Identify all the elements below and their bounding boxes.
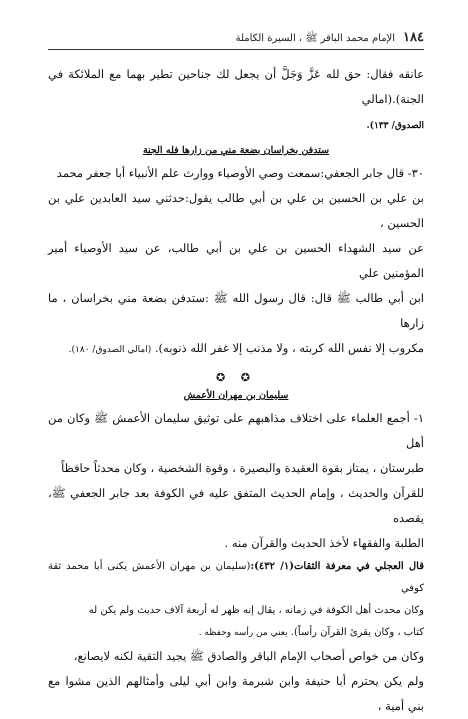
quote-line-1: (سليمان بن مهران الأعمش يكنى أبا محمد ثقة كوفي xyxy=(48,561,424,594)
running-title: الإمام محمد الباقر ﷺ ، السيرة الكاملة xyxy=(235,33,396,44)
section1-heading: ستدفن بخراسان بضعة مني من زارها فله الجنة xyxy=(142,145,330,156)
section1-line-4: ابن أبي طالب ﷺ قال: قال رسول الله ﷺ :ستدفن بضعة مني بخراسان ، ما زارها xyxy=(48,291,424,330)
section1-line-3: عن سيد الشهداء الحسين بن علي بن أبي طالب، عن سيد الأوصياء أمير المؤمنين علي xyxy=(48,241,424,280)
section2-heading: سليمان بن مهران الأعمش xyxy=(183,390,289,401)
section1-line-2: بن علي بن الحسين بن علي بن أبي طالب يقول:حدثني سيد العابدين علي بن الحسين ، xyxy=(48,191,424,230)
section2-p1-line-1: ١- أجمع العلماء على اختلاف مذاهبهم على توثيق سليمان الأعمش ﷺ وكان من أهل xyxy=(48,411,424,450)
section2-p1-line-3: للقرآن والحديث ، وإمام الحديث المتفق عليه في الكوفة بعد جابر الجعفي ﷺ، يقصده xyxy=(48,486,424,525)
section-divider-ornament: ✪ ✪ xyxy=(216,371,256,384)
section2-p1-line-4: الطلبة والفقهاء لأخذ الحديث والقرآن منه . xyxy=(224,536,424,550)
top-paragraph-source: الصدوق/ ١٣٣). xyxy=(366,121,424,131)
section1-line-1: ٣٠- قال جابر الجعفي:سمعت وصي الأوصياء ووارث علم الأنبياء أبا جعفر محمد xyxy=(56,166,424,180)
page-number: ١٨٤ xyxy=(403,30,424,45)
top-paragraph-text: عانقه فقال: حق لله عَزَّ وَجَلَّ أن يجعل لك جناحين تطير بهما مع الملائكة في الجنة).(امالي xyxy=(48,67,424,106)
section2-p2-line-1: وكان من خواص أصحاب الإمام الباقر والصادق ﷺ يجيد التقية لكنه لايصانع، xyxy=(73,649,424,663)
section2-paragraph-1 xyxy=(48,406,424,556)
quote-line-3: كتاب ، وكان يقرئ القرآن رأساً). xyxy=(287,627,424,638)
top-paragraph xyxy=(48,62,424,139)
quote-label: قال العجلي في معرفة الثقات(١/ ٤٣٢): xyxy=(250,561,424,572)
quote-line-2: وكان محدث أهل الكوفة في زمانه ، يقال إنه ظهر له أربعة آلاف حديث ولم يكن له xyxy=(88,605,424,616)
section1-source: (امالي الصدوق/ ١٨٠). xyxy=(68,345,152,355)
quote-line-3-tail: يعني من رأسه وحفظه . xyxy=(198,628,288,638)
section2-quote xyxy=(48,556,424,644)
section1-line-5: مكروب إلا نفس الله كربته ، ولا مذنب إلا غفر الله ذنوبه). xyxy=(151,341,424,355)
section2-p1-line-2: طبرستان ، يمتاز بقوة العقيدة والبصيرة ، وقوة الشخصية ، وكان محدثاً حافظاً xyxy=(61,461,424,475)
running-header xyxy=(48,30,424,50)
section1-paragraph xyxy=(48,161,424,363)
section2-paragraph-2 xyxy=(48,644,424,719)
section2-p2-line-2: ولم يكن يحترم أبا حنيفة وابن شبرمة وابن أبي ليلى وأمثالهم الذين مشوا مع بني أمية ، xyxy=(48,674,424,713)
